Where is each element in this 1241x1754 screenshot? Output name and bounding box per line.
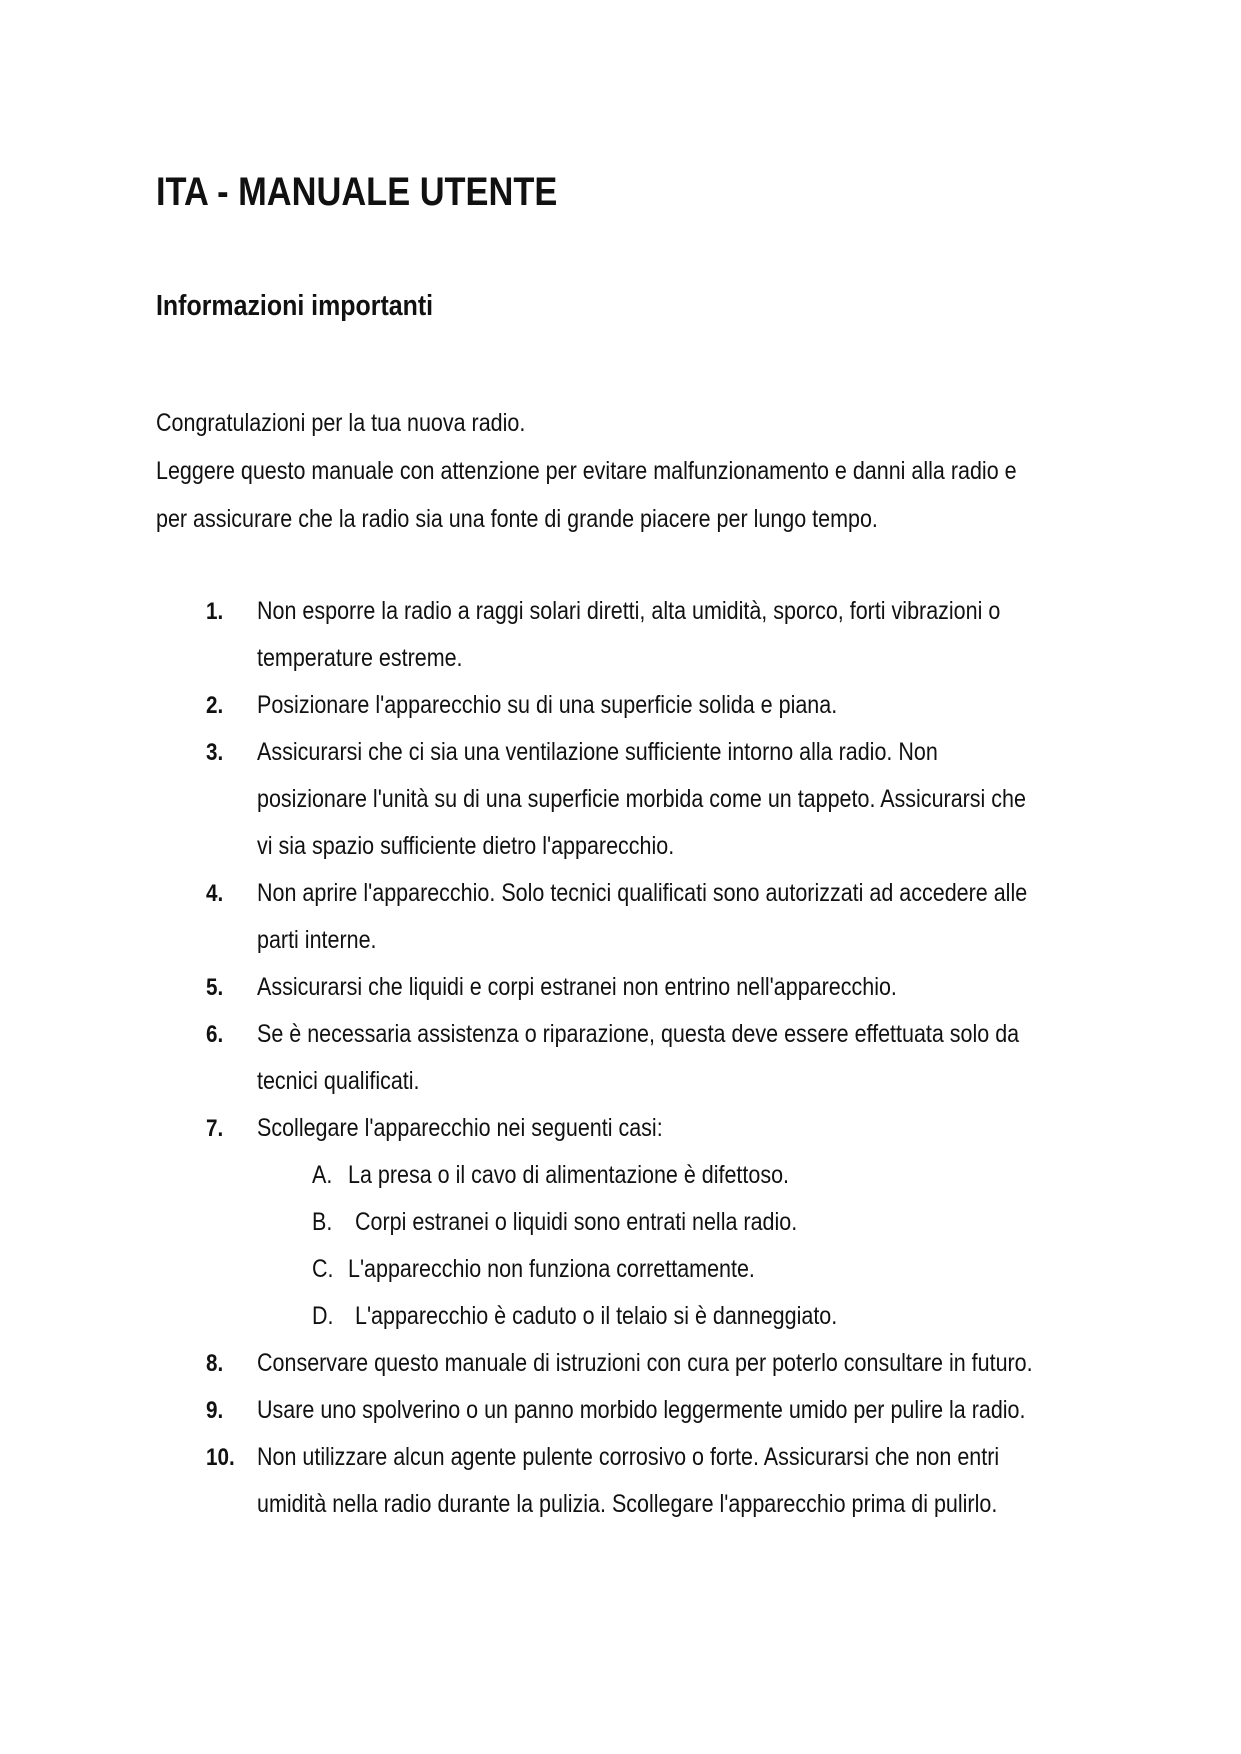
- list-item-number: 1.: [206, 598, 224, 625]
- list-item: [0, 964, 1241, 1011]
- list-item-line: tecnici qualificati.: [257, 1067, 420, 1095]
- list-item: [0, 1387, 1241, 1434]
- list-item-text: [257, 1011, 1241, 1105]
- sub-list-letter: D.: [312, 1302, 334, 1330]
- sub-list-item: [0, 1152, 1241, 1199]
- instructions-list: [0, 588, 1241, 1528]
- list-item-line: Se è necessaria assistenza o riparazione, questa deve essere effettuata solo da: [257, 1020, 1020, 1048]
- list-item-number: 9.: [206, 1397, 224, 1424]
- sub-list-text: L'apparecchio non funziona correttamente.: [348, 1255, 755, 1283]
- list-item: [0, 870, 1241, 964]
- list-item-line: Scollegare l'apparecchio nei seguenti casi:: [257, 1114, 663, 1142]
- list-item: [0, 682, 1241, 729]
- list-item-text: [257, 1340, 1241, 1387]
- sub-list-text: Corpi estranei o liquidi sono entrati nella radio.: [355, 1208, 798, 1236]
- list-item-line: Non aprire l'apparecchio. Solo tecnici qualificati sono autorizzati ad accedere alle: [257, 879, 1028, 907]
- list-item: [0, 1011, 1241, 1105]
- list-item-line: vi sia spazio sufficiente dietro l'apparecchio.: [257, 832, 675, 860]
- list-item-line: Non utilizzare alcun agente pulente corrosivo o forte. Assicurarsi che non entri: [257, 1443, 1000, 1471]
- sub-list-letter: A.: [312, 1161, 333, 1189]
- sub-list-item: [0, 1199, 1241, 1246]
- list-item-text: [257, 729, 1241, 870]
- list-item: [0, 1105, 1241, 1340]
- list-item-number: 2.: [206, 692, 224, 719]
- list-item-number: 7.: [206, 1115, 224, 1142]
- list-item: [0, 1434, 1241, 1528]
- list-item: [0, 1340, 1241, 1387]
- intro-line: per assicurare che la radio sia una fonte di grande piacere per lungo tempo.: [156, 505, 878, 533]
- list-item-number: 8.: [206, 1350, 224, 1377]
- list-item-text: [257, 870, 1241, 964]
- list-item-number: 6.: [206, 1021, 224, 1048]
- section-heading: Informazioni importanti: [156, 290, 434, 322]
- list-item-line: parti interne.: [257, 926, 377, 954]
- list-item-text: [257, 1387, 1241, 1434]
- sub-list-letter: C.: [312, 1255, 334, 1283]
- list-item-line: Conservare questo manuale di istruzioni con cura per poterlo consultare in futuro.: [257, 1349, 1033, 1377]
- list-item-text: [257, 1434, 1241, 1528]
- list-item-line: Posizionare l'apparecchio su di una superficie solida e piana.: [257, 691, 838, 719]
- list-item-line: Assicurarsi che liquidi e corpi estranei non entrino nell'apparecchio.: [257, 973, 897, 1001]
- list-item-line: posizionare l'unità su di una superficie morbida come un tappeto. Assicurarsi che: [257, 785, 1026, 813]
- sub-list-text: L'apparecchio è caduto o il telaio si è danneggiato.: [355, 1302, 838, 1330]
- intro-line: Congratulazioni per la tua nuova radio.: [156, 409, 526, 437]
- list-item-text: [257, 964, 1241, 1011]
- list-item-text: [257, 1105, 1241, 1152]
- list-item-line: umidità nella radio durante la pulizia. Scollegare l'apparecchio prima di pulirlo.: [257, 1490, 998, 1518]
- sub-list-text: La presa o il cavo di alimentazione è difettoso.: [348, 1161, 790, 1189]
- sub-list-item: [0, 1246, 1241, 1293]
- sub-list-letter: B.: [312, 1208, 333, 1236]
- sub-list: [0, 1152, 1241, 1340]
- list-item-line: Usare uno spolverino o un panno morbido leggermente umido per pulire la radio.: [257, 1396, 1026, 1424]
- list-item: [0, 588, 1241, 682]
- intro-paragraph: [156, 399, 1156, 543]
- list-item-text: [257, 588, 1241, 682]
- list-item-number: 4.: [206, 880, 224, 907]
- list-item-text: [257, 682, 1241, 729]
- list-item-line: Assicurarsi che ci sia una ventilazione sufficiente intorno alla radio. Non: [257, 738, 938, 766]
- list-item-line: temperature estreme.: [257, 644, 463, 672]
- page-title: ITA - MANUALE UTENTE: [156, 170, 558, 214]
- list-item-number: 5.: [206, 974, 224, 1001]
- sub-list-item: [0, 1293, 1241, 1340]
- intro-line: Leggere questo manuale con attenzione per evitare malfunzionamento e danni alla radio e: [156, 457, 1017, 485]
- list-item-number: 10.: [206, 1444, 235, 1471]
- list-item: [0, 729, 1241, 870]
- list-item-line: Non esporre la radio a raggi solari diretti, alta umidità, sporco, forti vibrazioni o: [257, 597, 1001, 625]
- list-item-number: 3.: [206, 739, 224, 766]
